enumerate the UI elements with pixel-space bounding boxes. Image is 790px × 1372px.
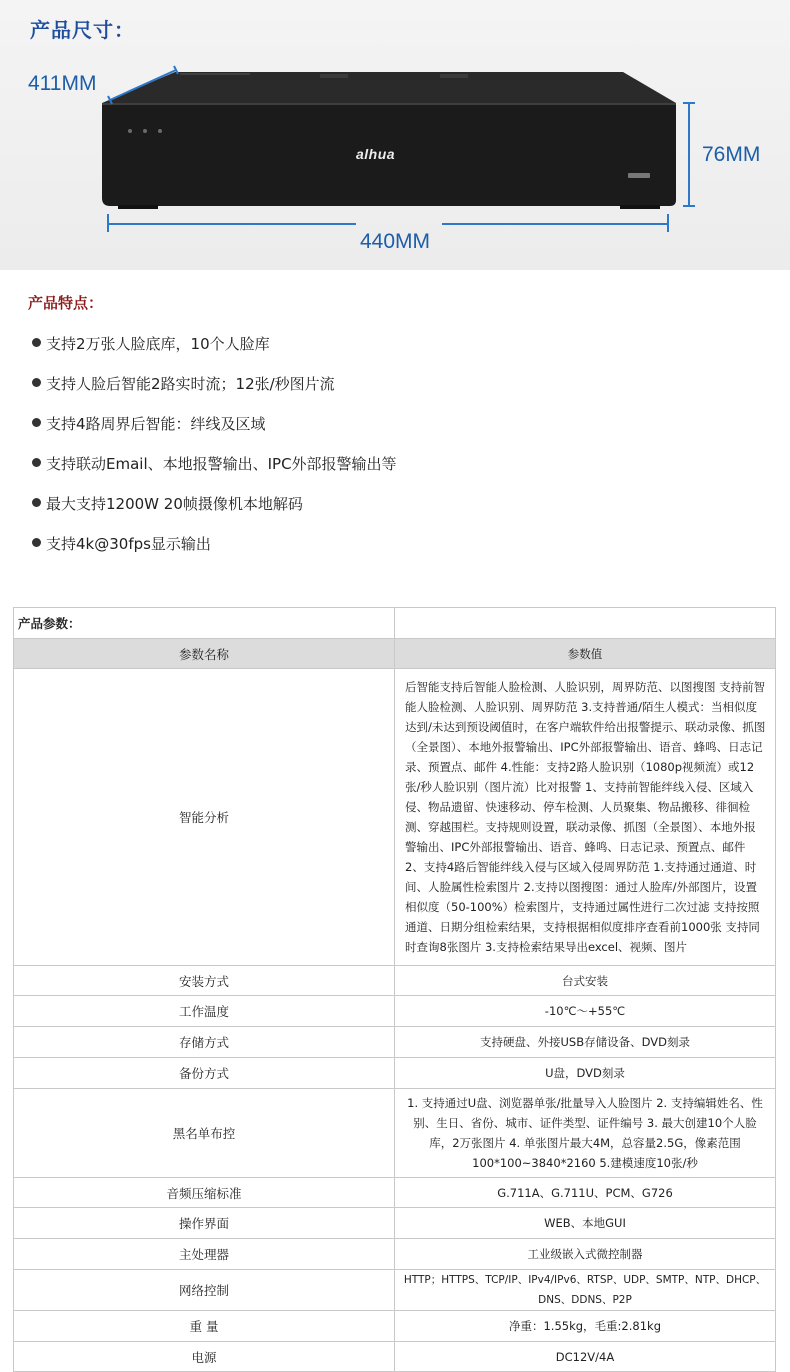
header-key: 参数名称	[14, 639, 395, 669]
param-value: 1. 支持通过U盘、浏览器单张/批量导入人脸图片 2. 支持编辑姓名、性别、生日、省份、城市、证件类型、证件编号 3. 最大创建10个人脸库，2万张图片 4. 单张图片最大4M，总容量2.5G，像素范围100*100~3840*2160 5.建模速度10张/秒	[395, 1089, 776, 1178]
table-row	[14, 669, 776, 966]
param-key: 工作温度	[14, 996, 395, 1027]
param-value: WEB、本地GUI	[395, 1208, 776, 1239]
feature-item	[30, 333, 397, 373]
param-key: 智能分析	[14, 669, 395, 966]
table-row	[14, 1089, 776, 1178]
table-header-row	[14, 639, 776, 669]
param-key: 网络控制	[14, 1270, 395, 1311]
feature-text: 支持4k@30fps显示输出	[46, 535, 211, 553]
table-row	[14, 1027, 776, 1058]
table-caption-row	[14, 608, 776, 639]
param-value: 工业级嵌入式微控制器	[395, 1239, 776, 1270]
dimension-banner	[0, 0, 790, 270]
param-key: 安装方式	[14, 966, 395, 996]
param-value: -10℃～+55℃	[395, 996, 776, 1027]
led-2	[143, 129, 147, 133]
params-caption: 产品参数：	[14, 608, 395, 639]
table-row	[14, 966, 776, 996]
param-value: 净重：1.55kg，毛重:2.81kg	[395, 1311, 776, 1342]
brand-logo	[356, 146, 395, 162]
feature-text: 支持人脸后智能2路实时流；12张/秒图片流	[46, 375, 335, 393]
width-label: 440MM	[360, 230, 431, 253]
param-value: U盘，DVD刻录	[395, 1058, 776, 1089]
device-top	[102, 72, 676, 103]
bullet-icon	[32, 418, 41, 427]
table-row	[14, 1178, 776, 1208]
caption-empty-cell	[395, 608, 776, 639]
feature-text: 支持2万张人脸底库，10个人脸库	[46, 335, 270, 353]
param-key: 主处理器	[14, 1239, 395, 1270]
table-row	[14, 1270, 776, 1311]
bullet-icon	[32, 458, 41, 467]
param-value: DC12V/4A	[395, 1342, 776, 1372]
feature-text: 支持联动Email、本地报警输出、IPC外部报警输出等	[46, 455, 397, 473]
features-list	[30, 333, 397, 573]
table-row	[14, 1342, 776, 1372]
param-key: 黑名单布控	[14, 1089, 395, 1178]
param-value: 台式安装	[395, 966, 776, 996]
usb-port	[628, 173, 650, 178]
param-key: 备份方式	[14, 1058, 395, 1089]
feature-text: 最大支持1200W 20帧摄像机本地解码	[46, 495, 303, 513]
feature-item	[30, 453, 397, 493]
height-label: 76MM	[702, 143, 761, 166]
params-table	[13, 607, 776, 1372]
table-row	[14, 1239, 776, 1270]
param-value: 支持硬盘、外接USB存储设备、DVD刻录	[395, 1027, 776, 1058]
table-row	[14, 996, 776, 1027]
features-title: 产品特点：	[28, 294, 104, 312]
param-key: 音频压缩标准	[14, 1178, 395, 1208]
param-key: 操作界面	[14, 1208, 395, 1239]
param-key: 电源	[14, 1342, 395, 1372]
dimensions-title: 产品尺寸：	[30, 18, 135, 42]
bullet-icon	[32, 538, 41, 547]
bullet-icon	[32, 378, 41, 387]
led-3	[158, 129, 162, 133]
feature-text: 支持4路周界后智能：绊线及区域	[46, 415, 266, 433]
feature-item	[30, 533, 397, 573]
feature-item	[30, 413, 397, 453]
header-value: 参数值	[395, 639, 776, 669]
param-key: 存储方式	[14, 1027, 395, 1058]
depth-label: 411MM	[28, 72, 97, 95]
bullet-icon	[32, 338, 41, 347]
param-key: 重 量	[14, 1311, 395, 1342]
param-value: G.711A、G.711U、PCM、G726	[395, 1178, 776, 1208]
feature-item	[30, 373, 397, 413]
feature-item	[30, 493, 397, 533]
param-value: 后智能支持后智能人脸检测、人脸识别，周界防范、以图搜图 支持前智能人脸检测、人脸识别、周界防范 3.支持普通/陌生人模式：当相似度达到/未达到预设阈值时，在客户端软件给出报警提示、联动录像、抓图（全景图）、本地外报警输出、IPC外部报警输出、语音、蜂鸣、日志记录、预置点、邮件 4.性能：支持2路人脸识别（1080p视频流）或12张/秒人脸识别（图片流）比对报警 1、支持前智能绊线入侵、区域入侵、物品遗留、快速移动、停车检测、人员聚集、物品搬移、徘徊检测、穿越围栏。支持规则设置，联动录像、抓图（全景图）、本地外报警输出、IPC外部报警输出、语音、蜂鸣、日志记录、预置点、邮件 2、支持4路后智能绊线入侵与区域入侵周界防范 1.支持通过通道、时间、人脸属性检索图片 2.支持以图搜图：通过人脸库/外部图片，设置相似度（50-100%）检索图片，支持通过属性进行二次过滤 支持按照通道、日期分组检索结果，支持根据相似度排序查看前1000张 支持同时查询8张图片 3.支持检索结果导出excel、视频、图片	[395, 669, 776, 966]
led-1	[128, 129, 132, 133]
table-row	[14, 1311, 776, 1342]
param-value: HTTP；HTTPS、TCP/IP、IPv4/IPv6、RTSP、UDP、SMTP、NTP、DHCP、DNS、DDNS、P2P	[395, 1270, 776, 1311]
table-row	[14, 1208, 776, 1239]
table-row	[14, 1058, 776, 1089]
bullet-icon	[32, 498, 41, 507]
brand-text: alhua	[356, 146, 396, 162]
